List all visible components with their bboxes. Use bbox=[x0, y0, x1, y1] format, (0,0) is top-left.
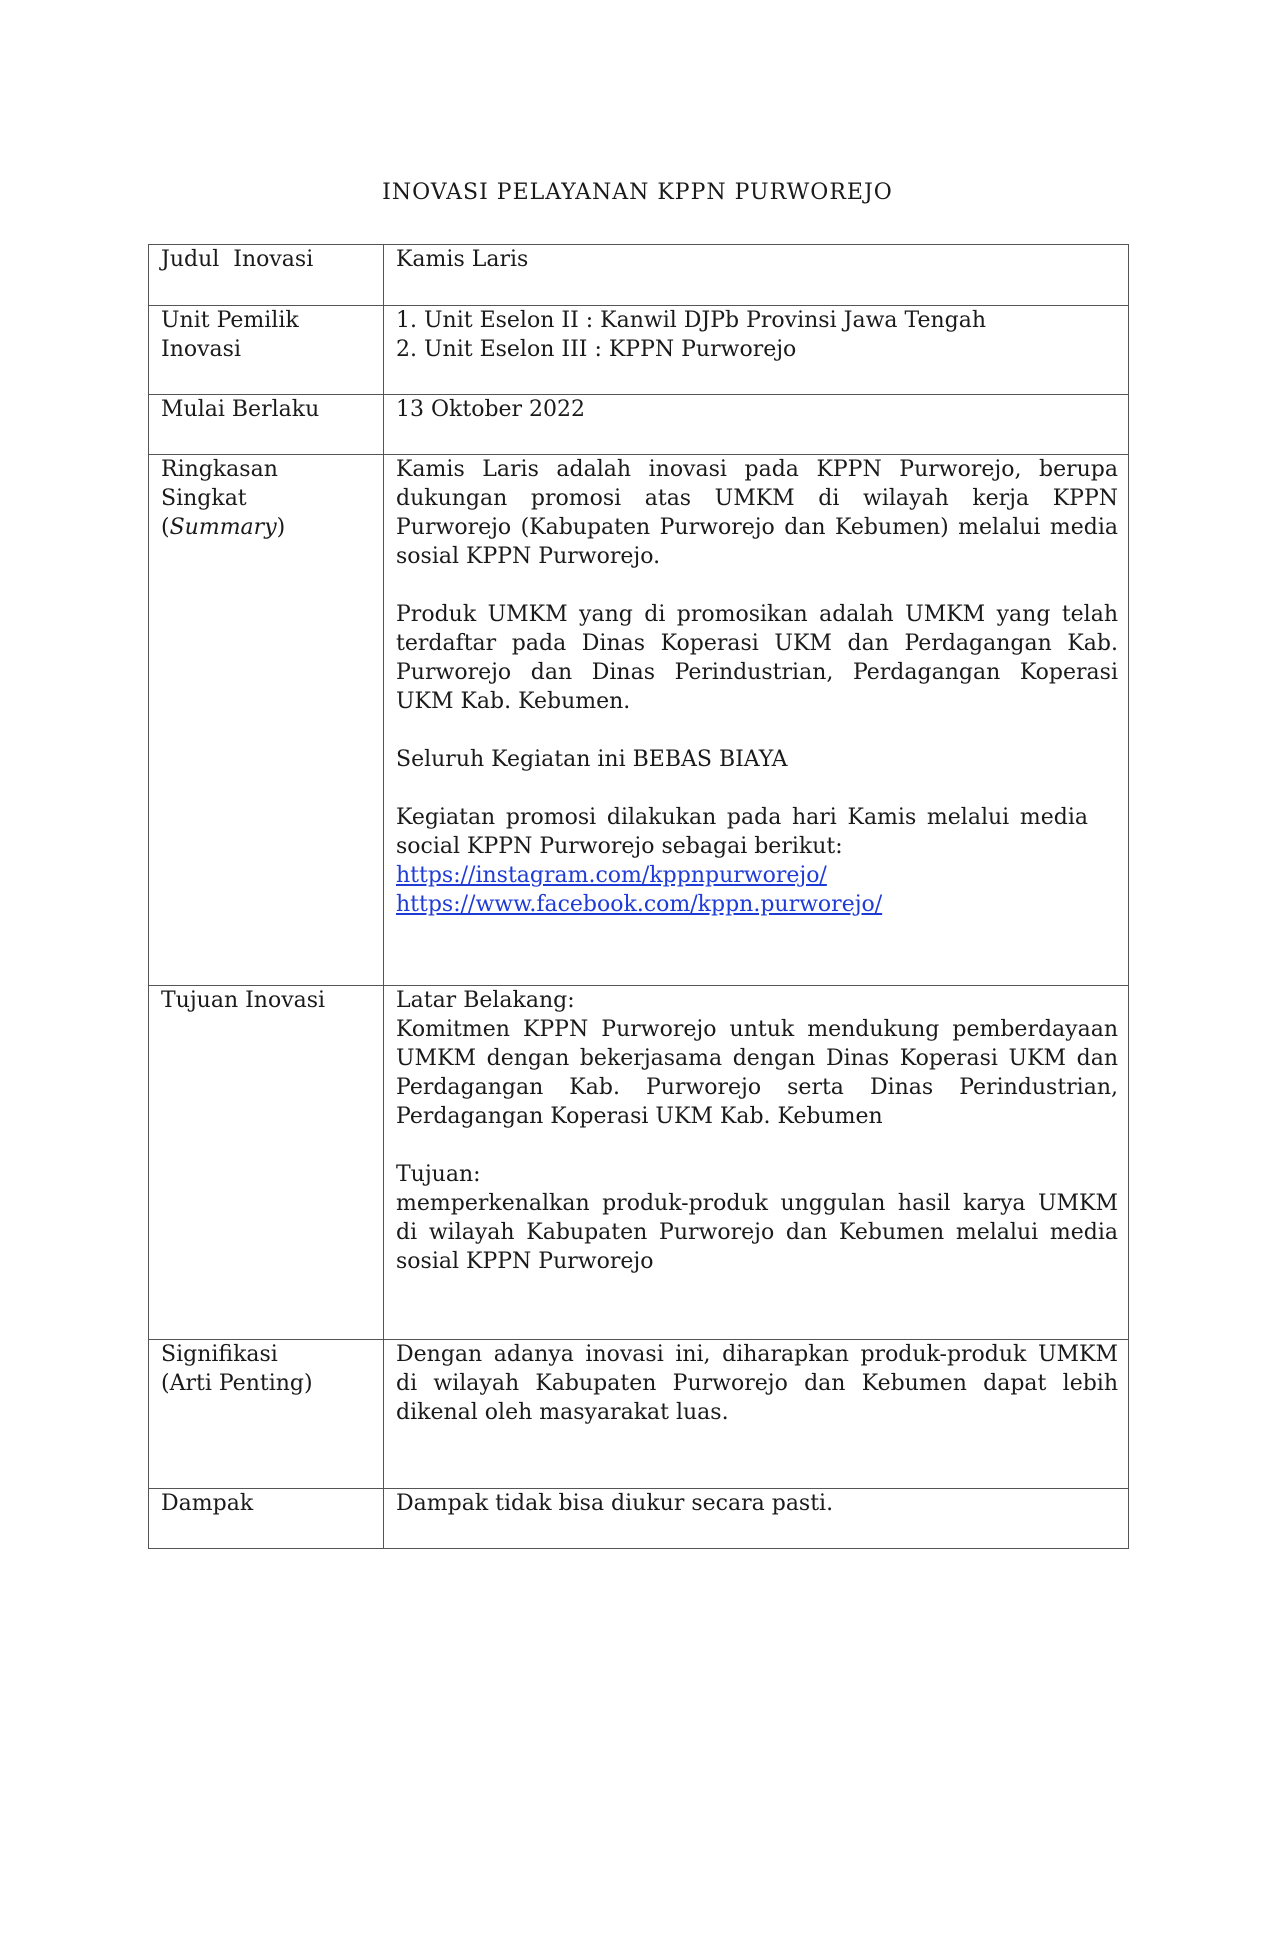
value-mulai: 13 Oktober 2022 bbox=[396, 397, 586, 422]
value-cell bbox=[384, 245, 1129, 306]
ringkasan-paragraph-1: Kamis Laris adalah inovasi pada KPPN Purworejo, berupa dukungan promosi atas UMKM di wilayah kerja KPPN Purworejo (Kabupaten Purworejo dan Kebumen) melalui media sosial KPPN Purworejo. bbox=[396, 457, 1118, 569]
latar-belakang-heading: Latar Belakang: bbox=[396, 988, 575, 1013]
ringkasan-paragraph-4: Kegiatan promosi dilakukan pada hari Kamis melalui media social KPPN Purworejo sebagai berikut: bbox=[396, 805, 1088, 859]
label-ringkasan-line-1: Ringkasan bbox=[161, 457, 278, 482]
value-cell bbox=[384, 986, 1129, 1340]
label-cell bbox=[149, 395, 384, 455]
label-cell bbox=[149, 455, 384, 986]
value-cell bbox=[384, 1489, 1129, 1549]
table-row-signifikasi bbox=[149, 1340, 1129, 1489]
paren-close: ) bbox=[276, 515, 286, 540]
value-judul: Kamis Laris bbox=[396, 247, 529, 272]
label-unit-line-1: Unit Pemilik bbox=[161, 308, 299, 333]
label-tujuan: Tujuan Inovasi bbox=[161, 988, 326, 1013]
label-mulai: Mulai Berlaku bbox=[161, 397, 320, 422]
table-row-tujuan bbox=[149, 986, 1129, 1340]
ringkasan-paragraph-2: Produk UMKM yang di promosikan adalah UMKM yang telah terdaftar pada Dinas Koperasi UKM dan Perdagangan Kab. Purworejo dan Dinas Perindustrian, Perdagangan Koperasi UKM Kab. Kebumen. bbox=[396, 602, 1118, 714]
table-row-judul bbox=[149, 245, 1129, 306]
unit-eselon-2: 1. Unit Eselon II : Kanwil DJPb Provinsi Jawa Tengah bbox=[396, 308, 987, 333]
signifikasi-text: Dengan adanya inovasi ini, diharapkan produk-produk UMKM di wilayah Kabupaten Purworejo dan Kebumen dapat lebih dikenal oleh masyarakat luas. bbox=[396, 1342, 1118, 1425]
page-title: INOVASI PELAYANAN KPPN PURWOREJO bbox=[382, 180, 893, 205]
label-ringkasan-line-2: Singkat bbox=[161, 486, 247, 511]
label-ringkasan-line-3 bbox=[161, 513, 373, 542]
tujuan-heading: Tujuan: bbox=[396, 1162, 481, 1187]
paren-open: ( bbox=[161, 515, 170, 540]
label-cell bbox=[149, 1489, 384, 1549]
value-cell bbox=[384, 1340, 1129, 1489]
label-cell bbox=[149, 1340, 384, 1489]
unit-eselon-3: 2. Unit Eselon III : KPPN Purworejo bbox=[396, 337, 797, 362]
label-summary: Summary bbox=[169, 515, 277, 540]
value-cell bbox=[384, 395, 1129, 455]
value-cell bbox=[384, 306, 1129, 395]
value-cell bbox=[384, 455, 1129, 986]
label-unit-line-2: Inovasi bbox=[161, 337, 241, 362]
dampak-text: Dampak tidak bisa diukur secara pasti. bbox=[396, 1491, 834, 1516]
table-row-unit bbox=[149, 306, 1129, 395]
tujuan-text: memperkenalkan produk-produk unggulan hasil karya UMKM di wilayah Kabupaten Purworejo dan Kebumen melalui media sosial KPPN Purworejo bbox=[396, 1191, 1118, 1274]
label-cell bbox=[149, 306, 384, 395]
table-row-ringkasan bbox=[149, 455, 1129, 986]
label-dampak: Dampak bbox=[161, 1491, 254, 1516]
innovation-info-table bbox=[148, 244, 1129, 1549]
table-row-dampak bbox=[149, 1489, 1129, 1549]
label-signifikasi-line-1: Signifikasi bbox=[161, 1342, 278, 1367]
ringkasan-paragraph-3: Seluruh Kegiatan ini BEBAS BIAYA bbox=[396, 747, 788, 772]
table-row-mulai bbox=[149, 395, 1129, 455]
facebook-link[interactable]: https://www.facebook.com/kppn.purworejo/ bbox=[396, 892, 883, 917]
label-cell bbox=[149, 986, 384, 1340]
label-cell bbox=[149, 245, 384, 306]
instagram-link[interactable]: https://instagram.com/kppnpurworejo/ bbox=[396, 863, 827, 888]
label-judul: Judul Inovasi bbox=[161, 247, 314, 272]
label-signifikasi-line-2: (Arti Penting) bbox=[161, 1371, 313, 1396]
latar-belakang-text: Komitmen KPPN Purworejo untuk mendukung pemberdayaan UMKM dengan bekerjasama dengan Dinas Koperasi UKM dan Perdagangan Kab. Purworejo serta Dinas Perindustrian, Perdagangan Koperasi UKM Kab. Kebumen bbox=[396, 1017, 1118, 1129]
